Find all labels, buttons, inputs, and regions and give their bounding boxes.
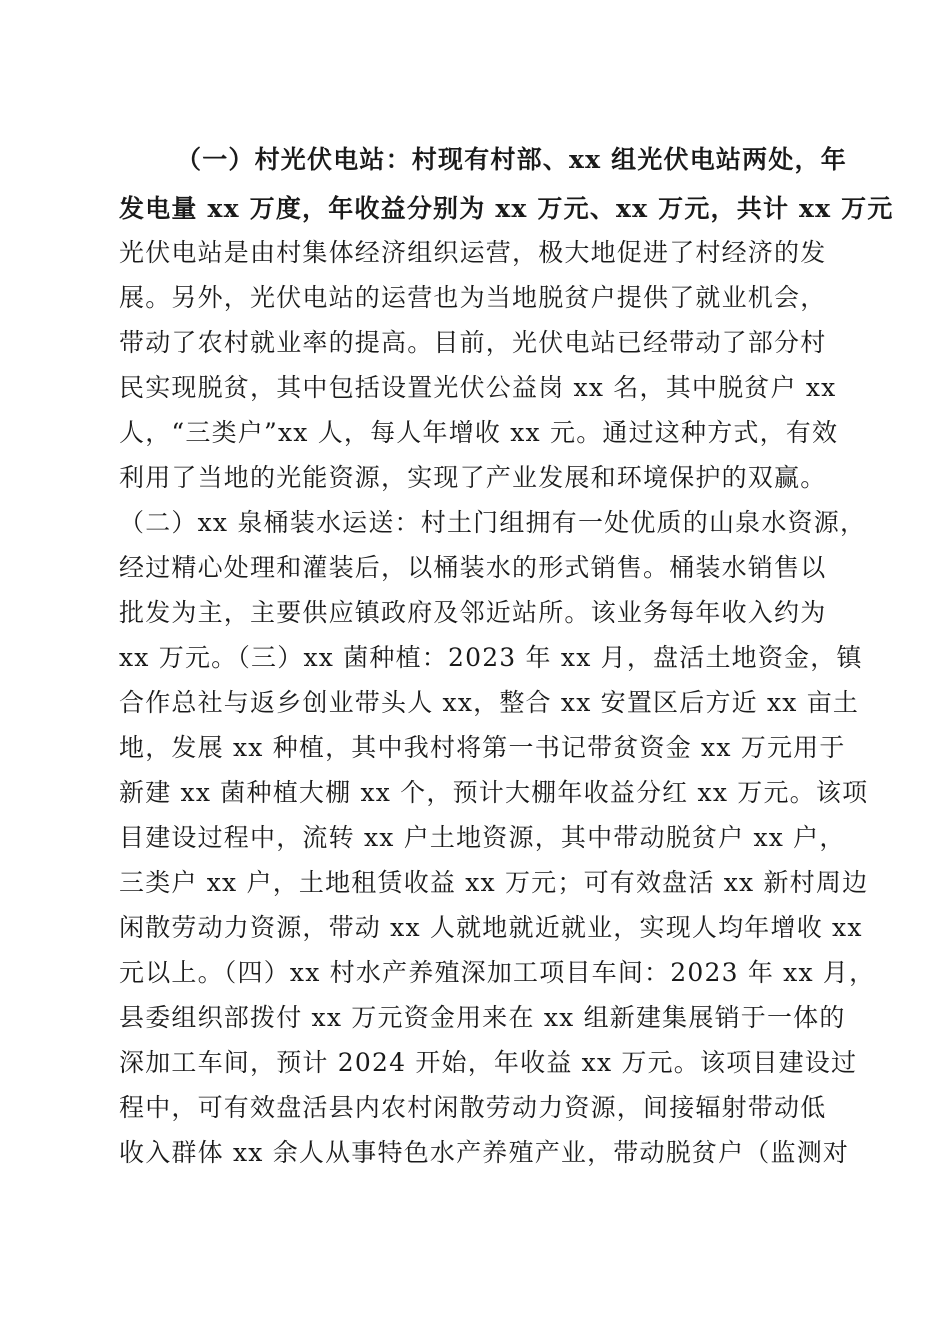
text-line: 元以上。（四）xx 村水产养殖深加工项目车间：2023 年 xx 月， (119, 958, 876, 987)
text-line: 程中，可有效盘活县内农村闲散劳动力资源，间接辐射带动低 (119, 1093, 827, 1122)
text-line: 经过精心处理和灌装后，以桶装水的形式销售。桶装水销售以 (119, 553, 827, 582)
text-line: 光伏电站是由村集体经济组织运营，极大地促进了村经济的发 (119, 238, 827, 267)
text-line: 三类户 xx 户，土地租赁收益 xx 万元；可有效盘活 xx 新村周边 (119, 868, 869, 897)
text-line: 新建 xx 菌种植大棚 xx 个，预计大棚年收益分红 xx 万元。该项 (119, 778, 869, 807)
text-line: 民实现脱贫，其中包括设置光伏公益岗 xx 名，其中脱贫户 xx (119, 373, 837, 402)
text-line: 目建设过程中，流转 xx 户土地资源，其中带动脱贫户 xx 户， (119, 823, 846, 852)
text-line: 合作总社与返乡创业带头人 xx，整合 xx 安置区后方近 xx 亩土 (119, 688, 860, 717)
text-line: 深加工车间，预计 2024 开始，年收益 xx 万元。该项目建设过 (119, 1048, 858, 1077)
text-line: 收入群体 xx 余人从事特色水产养殖产业，带动脱贫户（监测对 (119, 1138, 850, 1167)
text-line: 利用了当地的光能资源，实现了产业发展和环境保护的双赢。 (119, 463, 827, 492)
text-line: 人，“三类户”xx 人，每人年增收 xx 元。通过这种方式，有效 (119, 418, 839, 447)
text-line: （二）xx 泉桶装水运送：村土门组拥有一处优质的山泉水资源， (119, 508, 867, 537)
text-line: （一）村光伏电站：村现有村部、xx 组光伏电站两处，年 (176, 145, 847, 174)
text-line: 地，发展 xx 种植，其中我村将第一书记带贫资金 xx 万元用于 (119, 733, 846, 762)
text-line: 批发为主，主要供应镇政府及邻近站所。该业务每年收入约为 (119, 598, 827, 627)
text-line: xx 万元。（三）xx 菌种植：2023 年 xx 月，盘活土地资金，镇 (119, 643, 863, 672)
text-line: 县委组织部拨付 xx 万元资金用来在 xx 组新建集展销于一体的 (119, 1003, 846, 1032)
text-line: 发电量 xx 万度，年收益分别为 xx 万元、xx 万元，共计 xx 万元 (119, 194, 894, 223)
text-line: 带动了农村就业率的提高。目前，光伏电站已经带动了部分村 (119, 328, 827, 357)
text-line: 展。另外，光伏电站的运营也为当地脱贫户提供了就业机会， (119, 283, 827, 312)
text-line: 闲散劳动力资源，带动 xx 人就地就近就业，实现人均年增收 xx (119, 913, 863, 942)
